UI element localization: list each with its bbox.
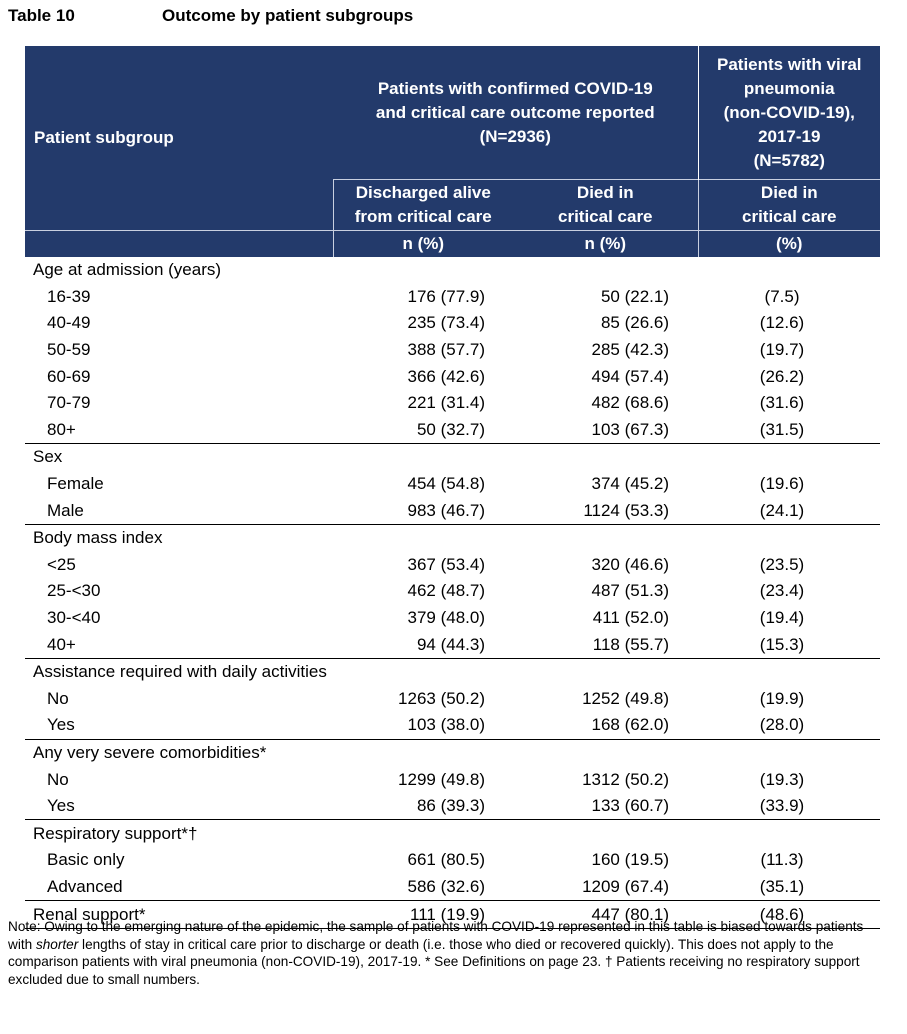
row-label: Yes: [25, 712, 333, 739]
died-covid-header-line: critical care: [558, 207, 653, 226]
discharged-cell: 176 (77.9): [407, 286, 485, 306]
viral-cell: (15.3): [698, 631, 880, 658]
discharged-cell: 586 (32.6): [333, 874, 513, 901]
died-cell: 320 (46.6): [591, 554, 670, 574]
group-header-row: [25, 257, 880, 284]
discharged-cell: 367 (53.4): [407, 554, 485, 574]
died-cell: 160 (19.5): [591, 850, 670, 870]
table-title: Outcome by patient subgroups: [162, 6, 414, 25]
row-label: 30-<40: [47, 608, 101, 628]
viral-cell: (12.6): [759, 313, 805, 333]
row-label: 40-49: [47, 313, 91, 333]
row-label: 16-39: [47, 286, 91, 306]
row-label: Renal support*: [25, 901, 333, 929]
row-label: <25: [47, 554, 76, 574]
discharged-cell: 86 (39.3): [333, 793, 513, 820]
discharged-cell: 462 (48.7): [407, 581, 485, 601]
group-label: Any very severe comorbidities*: [33, 742, 267, 762]
died-cell: 50 (22.1): [600, 286, 670, 306]
row-label: Female: [47, 474, 104, 494]
group-header-row: [25, 524, 880, 551]
table-row: [25, 874, 880, 901]
unit-n-pct-discharged: n (%): [333, 231, 513, 258]
row-label: 50-59: [47, 340, 91, 360]
discharged-cell: 221 (31.4): [407, 393, 485, 413]
died-covid-header-line: Died in: [576, 183, 634, 202]
discharged-cell: 1299 (49.8): [398, 769, 485, 789]
table-row: [25, 552, 880, 579]
row-label: No: [47, 688, 69, 708]
died-covid-header: [513, 180, 698, 231]
died-cell: 103 (67.3): [513, 417, 698, 444]
row-label: 40+: [25, 631, 333, 658]
group-header-row: [25, 658, 880, 685]
unit-n-pct-died: n (%): [513, 231, 698, 258]
viral-cell: (19.3): [759, 769, 805, 789]
table-row: [25, 363, 880, 390]
table-body: [25, 257, 880, 928]
viral-cell: (31.5): [698, 417, 880, 444]
viral-cell: (26.2): [759, 366, 805, 386]
viral-cell: (23.5): [759, 554, 805, 574]
group-label: Assistance required with daily activities: [33, 662, 327, 682]
group-label: Body mass index: [33, 528, 163, 548]
died-cell: 494 (57.4): [591, 366, 670, 386]
discharged-cell: 366 (42.6): [407, 366, 485, 386]
table-row: [25, 417, 880, 444]
note-text: lengths of stay in critical care prior to discharge or death (i.e. those who died or recovered quickly). This does not apply to the comparison patients with viral pneumonia (non-COVID-19), 2017-19. * See Definitions on page 23. † Patients receiving no respiratory support excluded due to small numbers.: [8, 936, 860, 987]
row-label: Basic only: [47, 850, 125, 870]
viral-cell: (31.6): [759, 393, 805, 413]
discharged-header: [333, 180, 513, 231]
died-cell: 168 (62.0): [513, 712, 698, 739]
group-header-row: [25, 739, 880, 766]
viral-header-line: (non-COVID-19),: [723, 102, 855, 122]
discharged-cell: 103 (38.0): [333, 712, 513, 739]
outcome-table: [25, 46, 880, 929]
table-row: [25, 284, 880, 311]
table-row: [25, 390, 880, 417]
table-row: [25, 578, 880, 605]
row-label: 60-69: [47, 366, 91, 386]
row-label: Male: [25, 497, 333, 524]
died-cell: 118 (55.7): [513, 631, 698, 658]
table-row: [25, 847, 880, 874]
viral-cell: (11.3): [760, 850, 804, 870]
unit-pct-viral: (%): [698, 231, 880, 258]
died-cell: 411 (52.0): [592, 608, 670, 628]
died-viral-header-line: critical care: [742, 207, 837, 226]
group-label: Sex: [33, 447, 63, 467]
table-row: [25, 337, 880, 364]
discharged-cell: 379 (48.0): [407, 608, 485, 628]
viral-cell: (19.9): [759, 688, 805, 708]
covid-header-line: (N=2936): [479, 126, 551, 146]
viral-cell: (35.1): [698, 874, 880, 901]
row-label: No: [47, 769, 69, 789]
table-row: [25, 310, 880, 337]
table-row: [25, 686, 880, 713]
died-cell: 1312 (50.2): [582, 769, 670, 789]
viral-header-line: (N=5782): [753, 150, 825, 170]
group-label: Age at admission (years): [33, 260, 222, 280]
discharged-cell: 94 (44.3): [333, 631, 513, 658]
table-caption: [8, 6, 413, 30]
covid-group-header: [333, 46, 698, 180]
viral-cell: (19.6): [759, 474, 805, 494]
died-cell: 447 (80.1): [513, 901, 698, 929]
viral-cell: (24.1): [698, 497, 880, 524]
discharged-cell: 983 (46.7): [333, 497, 513, 524]
group-header-row: [25, 444, 880, 471]
row-label: 25-<30: [47, 581, 101, 601]
table-header: [25, 46, 880, 257]
discharged-header-line: Discharged alive: [355, 183, 491, 202]
died-cell: 1209 (67.4): [513, 874, 698, 901]
died-viral-header-line: Died in: [760, 183, 818, 202]
died-cell: 482 (68.6): [591, 393, 670, 413]
discharged-cell: 1263 (50.2): [398, 688, 485, 708]
viral-cell: (19.4): [759, 608, 805, 628]
viral-header-line: pneumonia: [743, 78, 835, 98]
table-row: [25, 497, 880, 524]
header-spacer: [25, 231, 333, 258]
died-cell: 285 (42.3): [591, 340, 670, 360]
table-row: [25, 712, 880, 739]
discharged-cell: 661 (80.5): [407, 850, 485, 870]
discharged-cell: 111 (19.9): [333, 901, 513, 929]
viral-header-line: 2017-19: [758, 126, 821, 146]
discharged-cell: 388 (57.7): [407, 340, 485, 360]
table-row: [25, 471, 880, 498]
died-cell: 1124 (53.3): [513, 497, 698, 524]
table-row: [25, 631, 880, 658]
viral-header-line: Patients with viral: [716, 54, 862, 74]
viral-group-header: [698, 46, 880, 180]
viral-cell: (19.7): [759, 340, 805, 360]
table-row: [25, 766, 880, 793]
group-header-row: [25, 820, 880, 847]
died-cell: 1252 (49.8): [582, 688, 670, 708]
covid-header-line: Patients with confirmed COVID-19: [377, 78, 653, 98]
row-label: 80+: [25, 417, 333, 444]
row-label: 70-79: [47, 393, 91, 413]
died-cell: 85 (26.6): [600, 313, 670, 333]
subgroup-header: Patient subgroup: [25, 46, 333, 231]
covid-header-line: and critical care outcome reported: [375, 102, 655, 122]
note-text: Note: Owing to the emerging nature of the epidemic, the sample of patients with COVID-19 represented in this table is biased towards patients with: [8, 919, 864, 952]
discharged-header-line: from critical care: [354, 207, 492, 226]
note-emphasis: shorter: [35, 936, 79, 952]
discharged-cell: 454 (54.8): [407, 474, 485, 494]
viral-cell: (28.0): [698, 712, 880, 739]
group-label: Respiratory support*†: [33, 823, 198, 843]
died-cell: 374 (45.2): [591, 474, 670, 494]
viral-cell: (48.6): [698, 901, 880, 929]
viral-cell: (23.4): [759, 581, 805, 601]
viral-cell: (33.9): [698, 793, 880, 820]
discharged-cell: 235 (73.4): [407, 313, 485, 333]
viral-cell: (7.5): [764, 286, 800, 306]
table-row: [25, 793, 880, 820]
died-cell: 487 (51.3): [591, 581, 670, 601]
table-number: Table 10: [8, 6, 75, 25]
row-label: Yes: [25, 793, 333, 820]
table-row: [25, 605, 880, 632]
discharged-cell: 50 (32.7): [333, 417, 513, 444]
died-cell: 133 (60.7): [513, 793, 698, 820]
row-label: Advanced: [25, 874, 333, 901]
died-viral-header: [698, 180, 880, 231]
table-note: [8, 918, 888, 988]
